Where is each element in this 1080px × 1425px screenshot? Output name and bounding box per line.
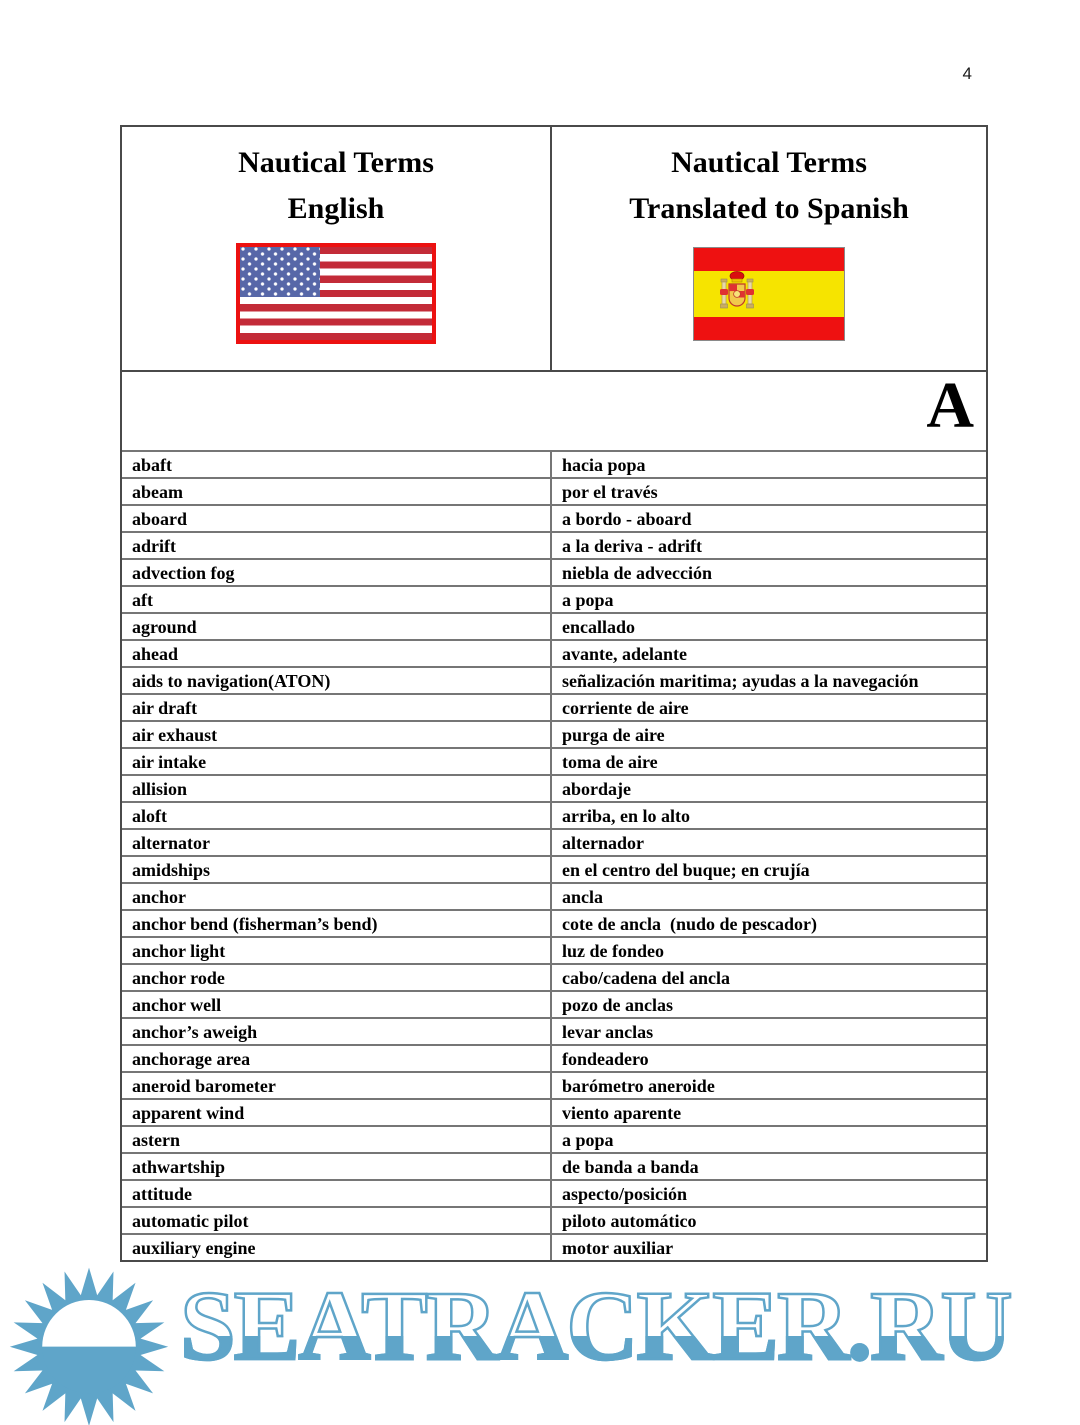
term-spanish: levar anclas — [562, 1022, 654, 1042]
term-spanish: a la deriva - adrift — [562, 536, 702, 556]
term-spanish: a popa — [562, 590, 614, 610]
table-row — [122, 1098, 986, 1125]
watermark — [0, 1258, 1080, 1425]
term-english: anchor light — [122, 938, 552, 963]
term-english: amidships — [122, 857, 552, 882]
term-spanish: motor auxiliar — [562, 1238, 674, 1258]
table-row — [122, 1206, 986, 1233]
term-spanish: avante, adelante — [562, 644, 687, 664]
term-spanish: encallado — [562, 617, 636, 637]
table-row — [122, 612, 986, 639]
spain-coat-of-arms-icon — [720, 270, 754, 316]
term-english: anchor — [122, 884, 552, 909]
header-title-line2: English — [287, 192, 385, 225]
term-english: astern — [122, 1127, 552, 1152]
table-row — [122, 720, 986, 747]
term-spanish: cote de ancla (nudo de pescador) — [562, 914, 817, 934]
term-english: athwartship — [122, 1154, 552, 1179]
table-row — [122, 1152, 986, 1179]
term-spanish: cabo/cadena del ancla — [562, 968, 731, 988]
term-spanish: arriba, en lo alto — [562, 806, 690, 826]
term-spanish: ancla — [562, 887, 604, 907]
term-english: aloft — [122, 803, 552, 828]
term-spanish: fondeadero — [562, 1049, 649, 1069]
term-english: anchor well — [122, 992, 552, 1017]
term-english: abeam — [122, 479, 552, 504]
table-row — [122, 585, 986, 612]
term-spanish: por el través — [562, 482, 658, 502]
term-spanish: piloto automático — [562, 1211, 697, 1231]
term-english: anchorage area — [122, 1046, 552, 1071]
table-row — [122, 828, 986, 855]
table-row — [122, 882, 986, 909]
table-row — [122, 1233, 986, 1260]
term-english: aneroid barometer — [122, 1073, 552, 1098]
term-spanish: a bordo - aboard — [562, 509, 692, 529]
section-letter-row — [122, 370, 986, 450]
term-spanish: luz de fondeo — [562, 941, 665, 961]
glossary-table — [120, 125, 988, 1262]
table-row — [122, 693, 986, 720]
table-row — [122, 963, 986, 990]
table-row — [122, 1044, 986, 1071]
term-spanish: corriente de aire — [562, 698, 689, 718]
table-row — [122, 936, 986, 963]
term-spanish: niebla de advección — [562, 563, 713, 583]
header-title-line1: Nautical Terms — [671, 146, 867, 179]
term-english: apparent wind — [122, 1100, 552, 1125]
table-row — [122, 477, 986, 504]
term-spanish: barómetro aneroide — [562, 1076, 715, 1096]
term-spanish: toma de aire — [562, 752, 658, 772]
term-english: allision — [122, 776, 552, 801]
us-flag-canton — [240, 247, 320, 297]
term-spanish: señalización maritima; ayudas a la navegación — [562, 671, 919, 691]
term-english: abaft — [122, 452, 552, 477]
term-english: anchor rode — [122, 965, 552, 990]
term-spanish: a popa — [562, 1130, 614, 1150]
term-english: air intake — [122, 749, 552, 774]
term-english: advection fog — [122, 560, 552, 585]
term-spanish: aspecto/posición — [562, 1184, 688, 1204]
term-english: air draft — [122, 695, 552, 720]
header-cell-spanish — [552, 127, 986, 370]
term-english: attitude — [122, 1181, 552, 1206]
term-spanish: pozo de anclas — [562, 995, 674, 1015]
table-header-row — [122, 127, 986, 370]
page-number: 4 — [962, 64, 972, 83]
term-english: automatic pilot — [122, 1208, 552, 1233]
table-row — [122, 1179, 986, 1206]
header-cell-english — [122, 127, 552, 370]
term-english: auxiliary engine — [122, 1235, 552, 1260]
table-row — [122, 990, 986, 1017]
term-spanish: viento aparente — [562, 1103, 682, 1123]
table-row — [122, 1125, 986, 1152]
table-row — [122, 558, 986, 585]
term-english: anchor bend (fisherman’s bend) — [122, 911, 552, 936]
term-english: anchor’s aweigh — [122, 1019, 552, 1044]
term-english: aground — [122, 614, 552, 639]
term-spanish: alternador — [562, 833, 644, 853]
table-row — [122, 747, 986, 774]
term-spanish: abordaje — [562, 779, 631, 799]
term-english: aboard — [122, 506, 552, 531]
term-english: aft — [122, 587, 552, 612]
term-spanish: hacia popa — [562, 455, 646, 475]
term-english: adrift — [122, 533, 552, 558]
term-spanish: de banda a banda — [562, 1157, 699, 1177]
header-title-line2: Translated to Spanish — [629, 192, 909, 225]
table-row — [122, 1071, 986, 1098]
term-english: alternator — [122, 830, 552, 855]
table-row — [122, 531, 986, 558]
term-english: air exhaust — [122, 722, 552, 747]
watermark-text: SEATRACKER.RU — [180, 1270, 1011, 1381]
table-row — [122, 855, 986, 882]
table-row — [122, 801, 986, 828]
table-row — [122, 450, 986, 477]
table-row — [122, 1017, 986, 1044]
terms-rows — [122, 450, 986, 1260]
section-letter: A — [926, 369, 974, 442]
header-title-line1: Nautical Terms — [238, 146, 434, 179]
us-flag-icon — [236, 243, 436, 344]
term-english: ahead — [122, 641, 552, 666]
table-row — [122, 504, 986, 531]
term-spanish: purga de aire — [562, 725, 665, 745]
sun-logo-icon — [8, 1264, 170, 1425]
table-row — [122, 639, 986, 666]
term-english: aids to navigation(ATON) — [122, 668, 552, 693]
spain-flag-icon — [693, 247, 845, 341]
table-row — [122, 666, 986, 693]
table-row — [122, 909, 986, 936]
term-spanish: en el centro del buque; en crujía — [562, 860, 810, 880]
table-row — [122, 774, 986, 801]
